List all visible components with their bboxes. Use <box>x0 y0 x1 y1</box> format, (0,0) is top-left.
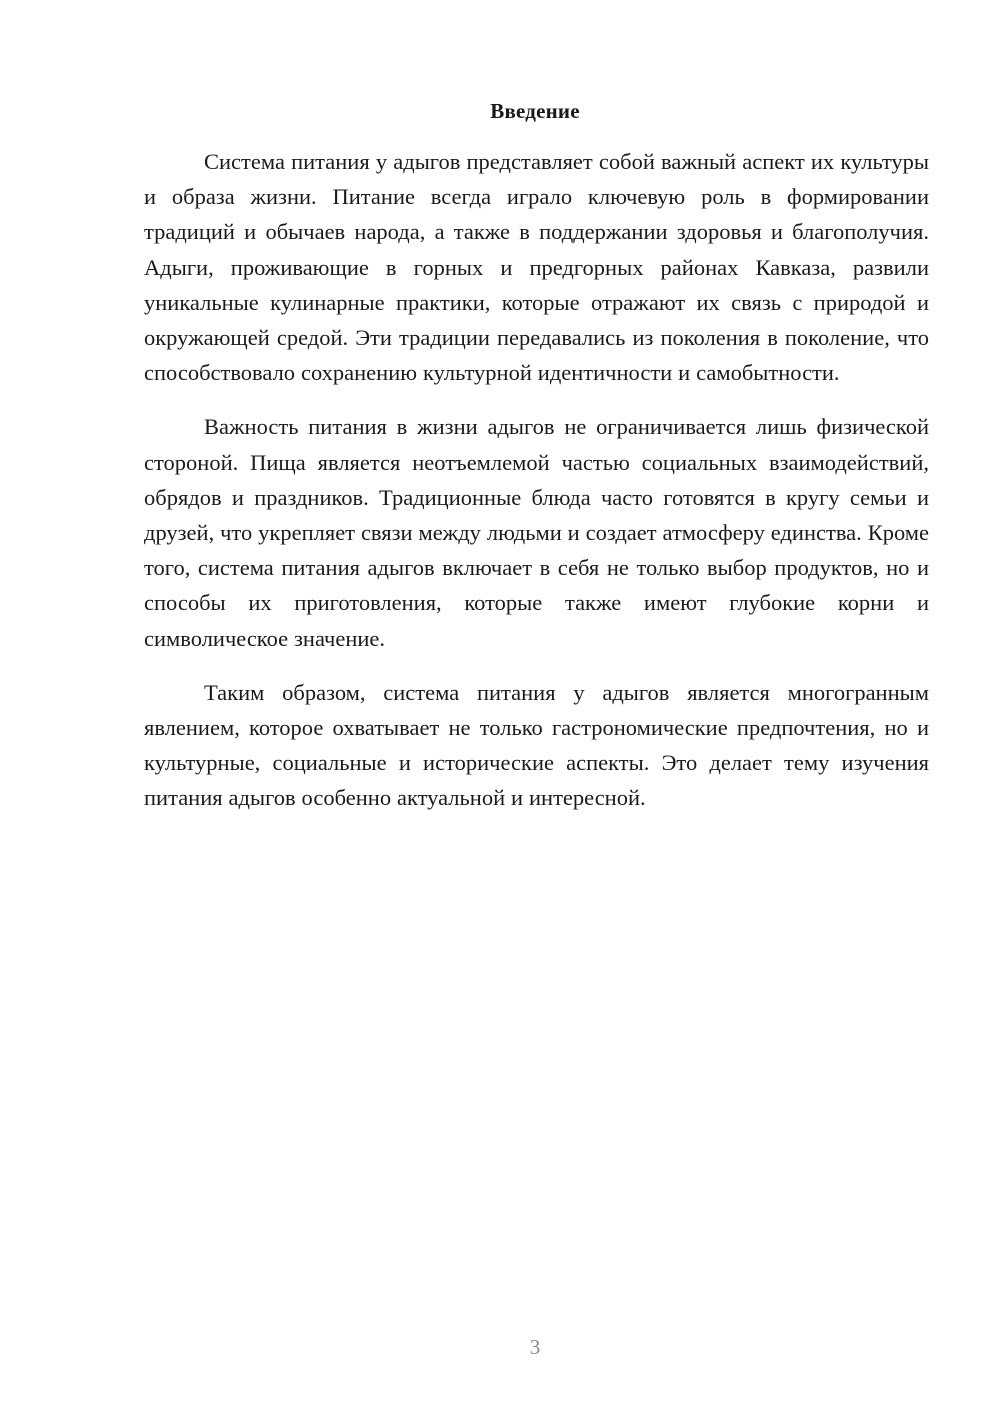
paragraph-3: Таким образом, система питания у адыгов является многогранным явлением, которое охватывает не только гастрономические предпочтения, но и культурные, социальные и исторические аспекты. Это делает тему изучения питания адыгов особенно актуальной и интересной. <box>144 679 929 811</box>
paragraph-1: Система питания у адыгов представляет собой важный аспект их культуры и образа жизни. Питание всегда играло ключевую роль в формировании традиций и обычаев народа, а также в поддержании здоровья и благополучия. Адыги, проживающие в горных и предгорных районах Кавказа, развили уникальные кулинарные практики, которые отражают их связь с природой и окружающей средой. Эти традиции передавались из поколения в поколение, что способствовало сохранению культурной идентичности и самобытности. <box>144 149 929 386</box>
section-heading: Введение <box>490 99 580 123</box>
page-number: 3 <box>529 1335 541 1359</box>
paragraph-2: Важность питания в жизни адыгов не ограничивается лишь физической стороной. Пища является неотъемлемой частью социальных взаимодействий, обрядов и праздников. Традиционные блюда часто готовятся в кругу семьи и друзей, что укрепляет связи между людьми и создает атмосферу единства. Кроме того, система питания адыгов включает в себя не только выбор продуктов, но и способы их приготовления, которые также имеют глубокие корни и символическое значение. <box>144 414 929 651</box>
document-body <box>144 144 929 816</box>
